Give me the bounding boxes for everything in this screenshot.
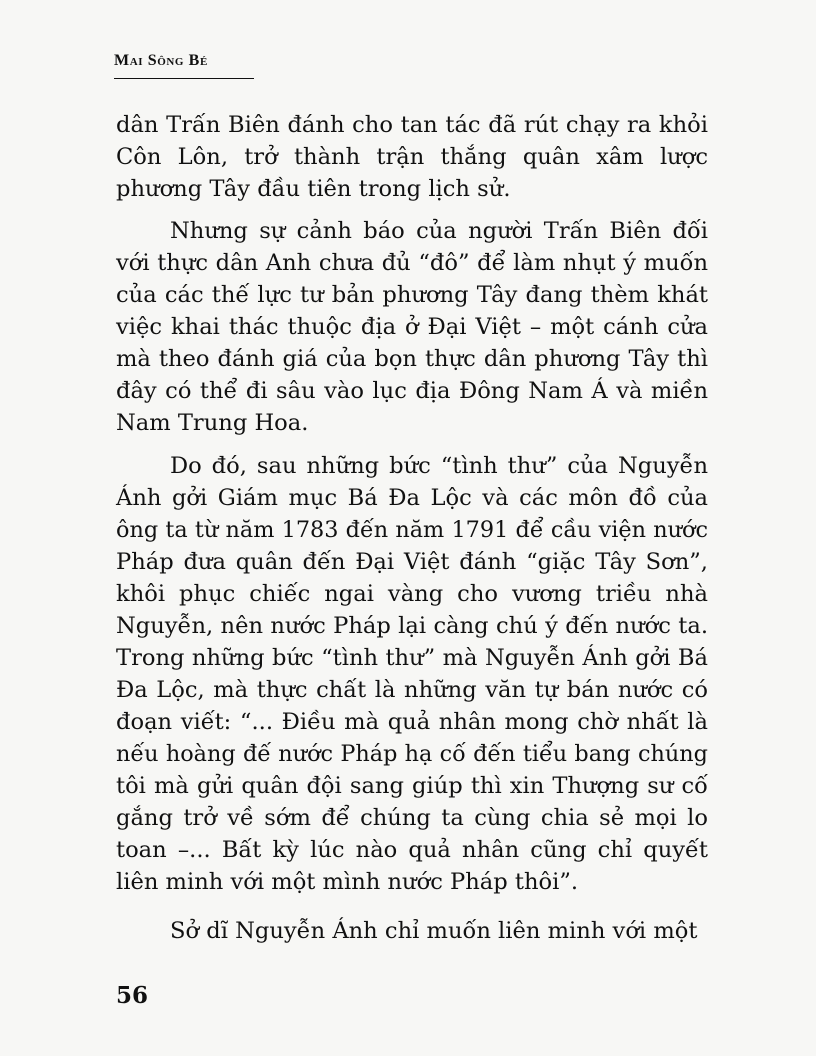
text-line: tôi mà gửi quân đội sang giúp thì xin Thượng sư cố (116, 773, 708, 799)
text-line: việc khai thác thuộc địa ở Đại Việt – một cánh cửa (116, 314, 708, 340)
text-line: Đa Lộc, mà thực chất là những văn tự bán nước có (116, 677, 708, 703)
text-line: Nam Trung Hoa. (116, 410, 309, 436)
text-line: Ánh gởi Giám mục Bá Đa Lộc và các môn đồ của (116, 485, 708, 511)
text-line: dân Trấn Biên đánh cho tan tác đã rút chạy ra khỏi (116, 112, 708, 138)
text-line: đây có thể đi sâu vào lục địa Đông Nam Á và miền (116, 378, 708, 404)
text-line: phương Tây đầu tiên trong lịch sử. (116, 176, 511, 202)
text-line: liên minh với một mình nước Pháp thôi”. (116, 869, 579, 895)
text-line: đoạn viết: “... Điều mà quả nhân mong chờ nhất là (116, 709, 708, 735)
text-line: Côn Lôn, trở thành trận thắng quân xâm lược (116, 144, 708, 170)
page-number: 56 (116, 982, 149, 1009)
text-line: mà theo đánh giá của bọn thực dân phương Tây thì (116, 346, 708, 372)
text-line: Nhưng sự cảnh báo của người Trấn Biên đối (170, 218, 708, 244)
text-line: nếu hoàng đế nước Pháp hạ cố đến tiểu bang chúng (116, 741, 708, 767)
text-line: ông ta từ năm 1783 đến năm 1791 để cầu viện nước (116, 517, 708, 543)
text-line: với thực dân Anh chưa đủ “đô” để làm nhụt ý muốn (116, 250, 708, 276)
text-line: khôi phục chiếc ngai vàng cho vương triều nhà (116, 581, 708, 607)
text-line: gắng trở về sớm để chúng ta cùng chia sẻ mọi lo (116, 805, 708, 831)
running-head: Mai Sông Bé (114, 52, 208, 69)
text-line: của các thế lực tư bản phương Tây đang thèm khát (116, 282, 708, 308)
text-line: toan –... Bất kỳ lúc nào quả nhân cũng chỉ quyết (116, 837, 708, 863)
text-line: Trong những bức “tình thư” mà Nguyễn Ánh gởi Bá (116, 645, 708, 671)
text-line: Pháp đưa quân đến Đại Việt đánh “giặc Tây Sơn”, (116, 549, 708, 575)
page-header (114, 50, 254, 79)
text-line: Sở dĩ Nguyễn Ánh chỉ muốn liên minh với một (170, 918, 698, 944)
text-line: Do đó, sau những bức “tình thư” của Nguyễn (170, 453, 708, 479)
text-line: Nguyễn, nên nước Pháp lại càng chú ý đến nước ta. (116, 613, 708, 639)
